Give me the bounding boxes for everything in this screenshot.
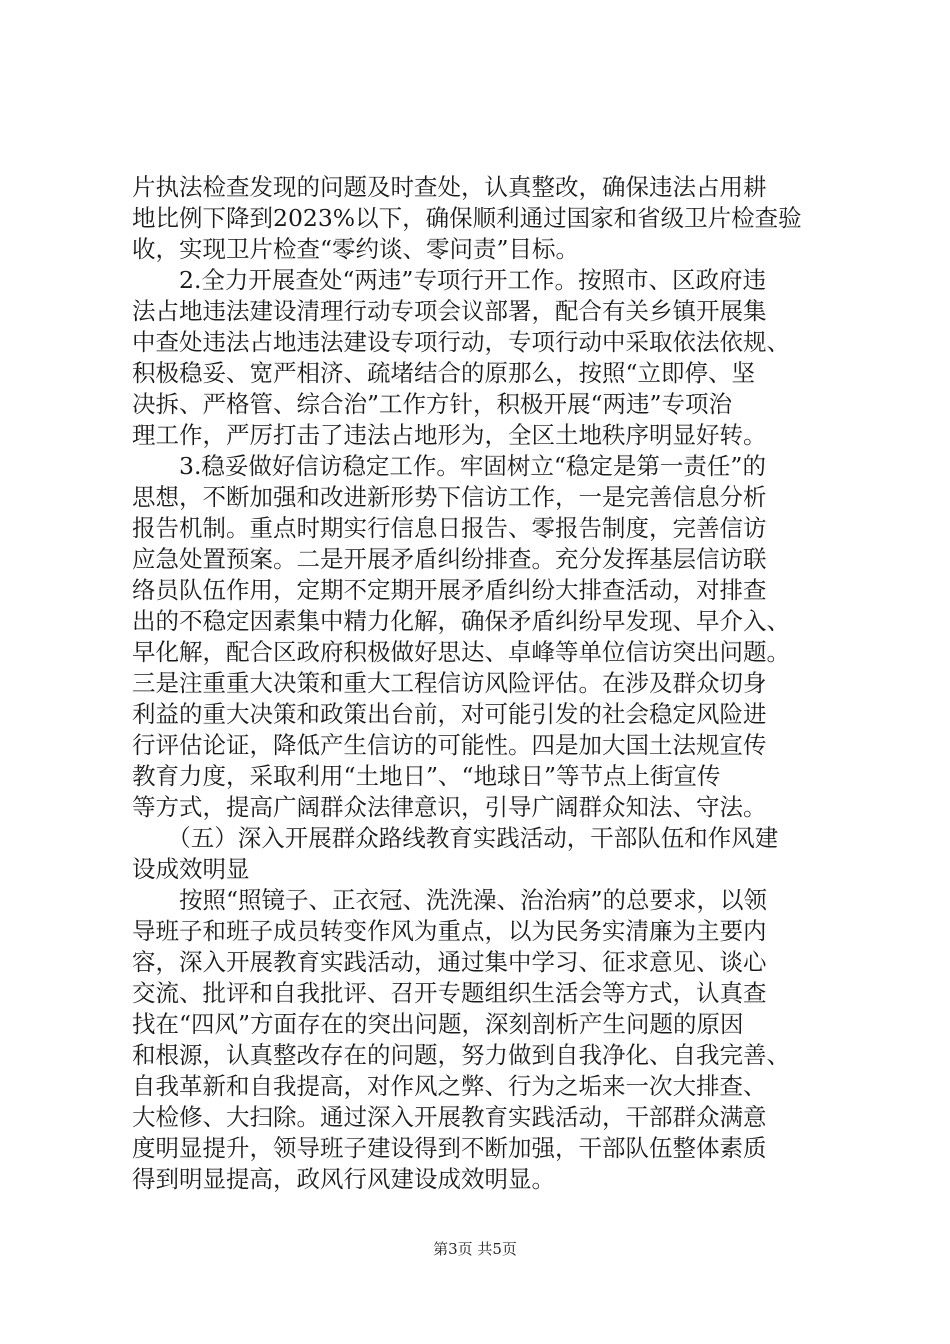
document-body: [132, 172, 854, 1195]
text-line: 找在“四风”方面存在的突出问题，深刻剖析产生问题的原因: [132, 1010, 744, 1038]
text-line: 自我革新和自我提高，对作风之弊、行为之垢来一次大排查、: [132, 1072, 767, 1100]
text-line: 积极稳妥、宽严相济、疏堵结合的原那么，按照“立即停、坚: [132, 359, 756, 387]
text-line: 出的不稳定因素集中精力化解，确保矛盾纠纷早发现、早介入、: [132, 607, 790, 635]
text-line: 2.全力开展查处“两违”专项行开工作。按照市、区政府违: [132, 266, 766, 294]
text-line: 利益的重大决策和政策出台前，对可能引发的社会稳定风险进: [132, 700, 767, 728]
text-line: 3.稳妥做好信访稳定工作。牢固树立“稳定是第一责任”的: [132, 452, 766, 480]
text-line: 行评估论证，降低产生信访的可能性。四是加大国土法规宣传: [132, 731, 767, 759]
section-heading-line: 设成效明显: [132, 855, 250, 883]
page-number-footer: 第3页 共5页: [433, 1240, 517, 1258]
text-line: 收，实现卫片检查“零约谈、零问责”目标。: [132, 235, 580, 263]
text-line: 大检修、大扫除。通过深入开展教育实践活动，干部群众满意: [132, 1103, 767, 1131]
text-line: 三是注重重大决策和重大工程信访风险评估。在涉及群众切身: [132, 669, 767, 697]
text-line: 中查处违法占地违法建设专项行动，专项行动中采取依法依规、: [132, 328, 790, 356]
text-line: 报告机制。重点时期实行信息日报告、零报告制度，完善信访: [132, 514, 767, 542]
text-line: 等方式，提高广阔群众法律意识，引导广阔群众知法、守法。: [132, 793, 767, 821]
text-line: 教育力度，采取利用“土地日”、“地球日”等节点上街宣传: [132, 762, 721, 790]
text-line: 理工作，严厉打击了违法占地形为，全区土地秩序明显好转。: [132, 421, 767, 449]
text-line: 法占地违法建设清理行动专项会议部署，配合有关乡镇开展集: [132, 297, 767, 325]
text-line: 决拆、严格管、综合治”工作方针，积极开展“两违”专项治: [132, 390, 733, 418]
text-line: 导班子和班子成员转变作风为重点，以为民务实清廉为主要内: [132, 917, 767, 945]
text-line: 容，深入开展教育实践活动，通过集中学习、征求意见、谈心: [132, 948, 767, 976]
text-line: 片执法检查发现的问题及时查处，认真整改，确保违法占用耕: [132, 173, 767, 201]
text-line: 度明显提升，领导班子建设得到不断加强，干部队伍整体素质: [132, 1134, 767, 1162]
text-line: 交流、批评和自我批评、召开专题组织生活会等方式，认真查: [132, 979, 767, 1007]
text-line: 应急处置预案。二是开展矛盾纠纷排查。充分发挥基层信访联: [132, 545, 767, 573]
text-line: 络员队伍作用，定期不定期开展矛盾纠纷大排查活动，对排查: [132, 576, 767, 604]
text-line: 按照“照镜子、正衣冠、洗洗澡、治治病”的总要求，以领: [132, 886, 768, 914]
section-heading-line: （五）深入开展群众路线教育实践活动，干部队伍和作风建: [132, 824, 779, 852]
text-line: 得到明显提高，政风行风建设成效明显。: [132, 1165, 555, 1193]
text-line: 思想，不断加强和改进新形势下信访工作，一是完善信息分析: [132, 483, 767, 511]
text-line: 早化解，配合区政府积极做好思达、卓峰等单位信访突出问题。: [132, 638, 790, 666]
text-line: 地比例下降到2023%以下，确保顺利通过国家和省级卫片检查验: [132, 204, 802, 232]
text-line: 和根源，认真整改存在的问题，努力做到自我净化、自我完善、: [132, 1041, 790, 1069]
